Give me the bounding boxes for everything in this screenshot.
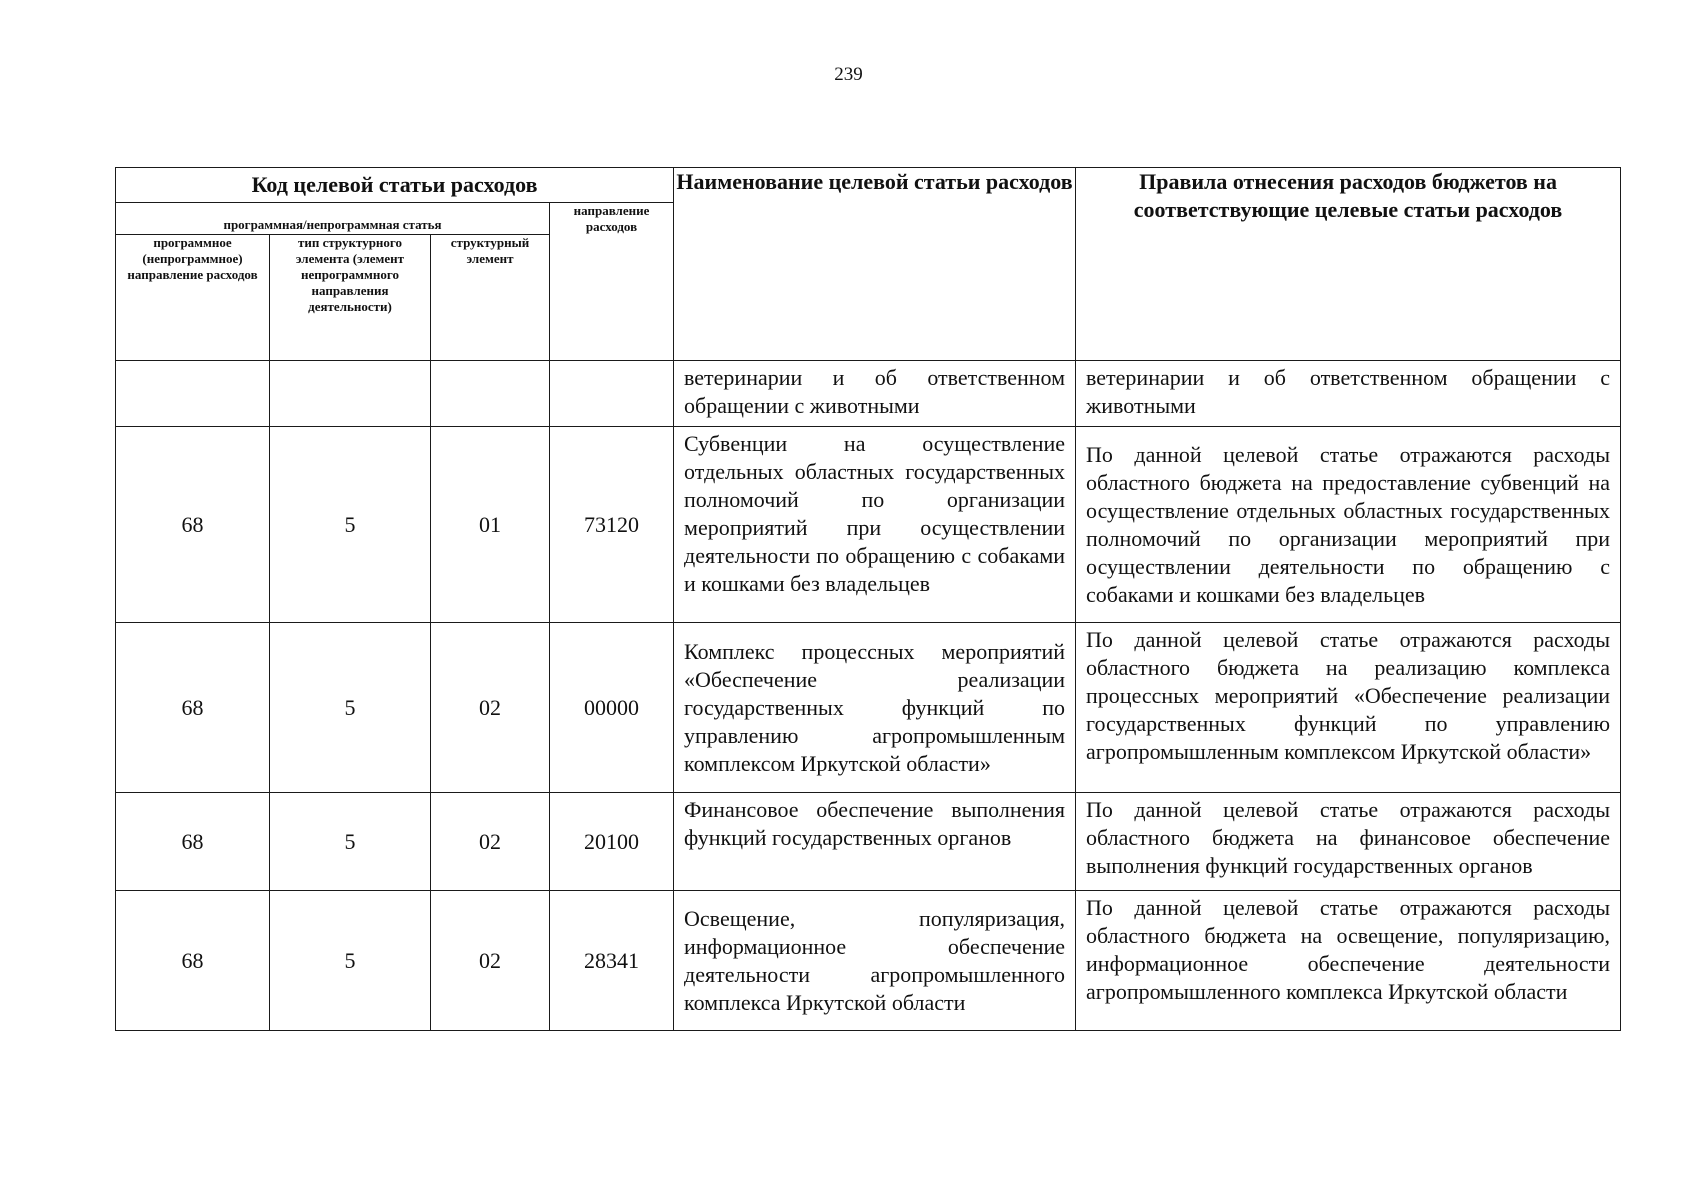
table-row	[116, 623, 1621, 793]
program-code: 68	[116, 623, 270, 793]
expense-name: ветеринарии и об ответственном обращении с животными	[674, 361, 1076, 427]
direction-code: 28341	[550, 891, 674, 1031]
table-row	[116, 361, 1621, 427]
expense-name: Субвенции на осуществление отдельных областных государственных полномочий по организации мероприятий при осуществлении деятельности по обращению с собаками и кошками без владельцев	[674, 427, 1076, 623]
program-code: 68	[116, 891, 270, 1031]
table-row	[116, 891, 1621, 1031]
expense-rules: По данной целевой статье отражаются расходы областного бюджета на реализацию комплекса процессных мероприятий «Обеспечение реализации государственных функций по управлению агропромышленным комплексом Иркутской области»	[1076, 623, 1621, 793]
direction-code: 73120	[550, 427, 674, 623]
table-row	[116, 793, 1621, 891]
element-type-column-header: тип структурного элемента (элемент непрограммного направления деятельности)	[270, 235, 431, 361]
table-row	[116, 427, 1621, 623]
expense-rules: По данной целевой статье отражаются расходы областного бюджета на финансовое обеспечение выполнения функций государственных органов	[1076, 793, 1621, 891]
direction-code	[550, 361, 674, 427]
element-type-code: 5	[270, 623, 431, 793]
program-group-header: программная/непрограммная статья	[116, 203, 550, 235]
direction-code: 20100	[550, 793, 674, 891]
program-column-header: программное (непрограммное) направление расходов	[116, 235, 270, 361]
page-number: 239	[834, 64, 863, 85]
structural-code	[431, 361, 550, 427]
element-type-code: 5	[270, 891, 431, 1031]
structural-code: 02	[431, 623, 550, 793]
direction-column-header: направление расходов	[550, 203, 674, 361]
name-column-header: Наименование целевой статьи расходов	[674, 168, 1076, 361]
expense-rules: По данной целевой статье отражаются расходы областного бюджета на предоставление субвенций на осуществление отдельных областных государственных полномочий по организации мероприятий при осуществлении деятельности по обращению с собаками и кошками без владельцев	[1076, 427, 1621, 623]
target-expense-table	[115, 167, 1621, 1031]
code-group-header: Код целевой статьи расходов	[116, 168, 674, 203]
element-type-code	[270, 361, 431, 427]
header-row-1	[116, 168, 1621, 203]
expense-rules: ветеринарии и об ответственном обращении с животными	[1076, 361, 1621, 427]
program-code: 68	[116, 427, 270, 623]
structural-code: 01	[431, 427, 550, 623]
structural-code: 02	[431, 891, 550, 1031]
structural-code: 02	[431, 793, 550, 891]
element-type-code: 5	[270, 427, 431, 623]
expense-name: Финансовое обеспечение выполнения функций государственных органов	[674, 793, 1076, 891]
program-code	[116, 361, 270, 427]
expense-rules: По данной целевой статье отражаются расходы областного бюджета на освещение, популяризацию, информационное обеспечение деятельности агропромышленного комплекса Иркутской области	[1076, 891, 1621, 1031]
expense-name: Комплекс процессных мероприятий «Обеспечение реализации государственных функций по управлению агропромышленным комплексом Иркутской области»	[674, 623, 1076, 793]
rules-column-header: Правила отнесения расходов бюджетов на соответствующие целевые статьи расходов	[1076, 168, 1621, 361]
element-type-code: 5	[270, 793, 431, 891]
expense-name: Освещение, популяризация, информационное обеспечение деятельности агропромышленного комплекса Иркутской области	[674, 891, 1076, 1031]
program-code: 68	[116, 793, 270, 891]
direction-code: 00000	[550, 623, 674, 793]
structural-column-header: структурный элемент	[431, 235, 550, 361]
